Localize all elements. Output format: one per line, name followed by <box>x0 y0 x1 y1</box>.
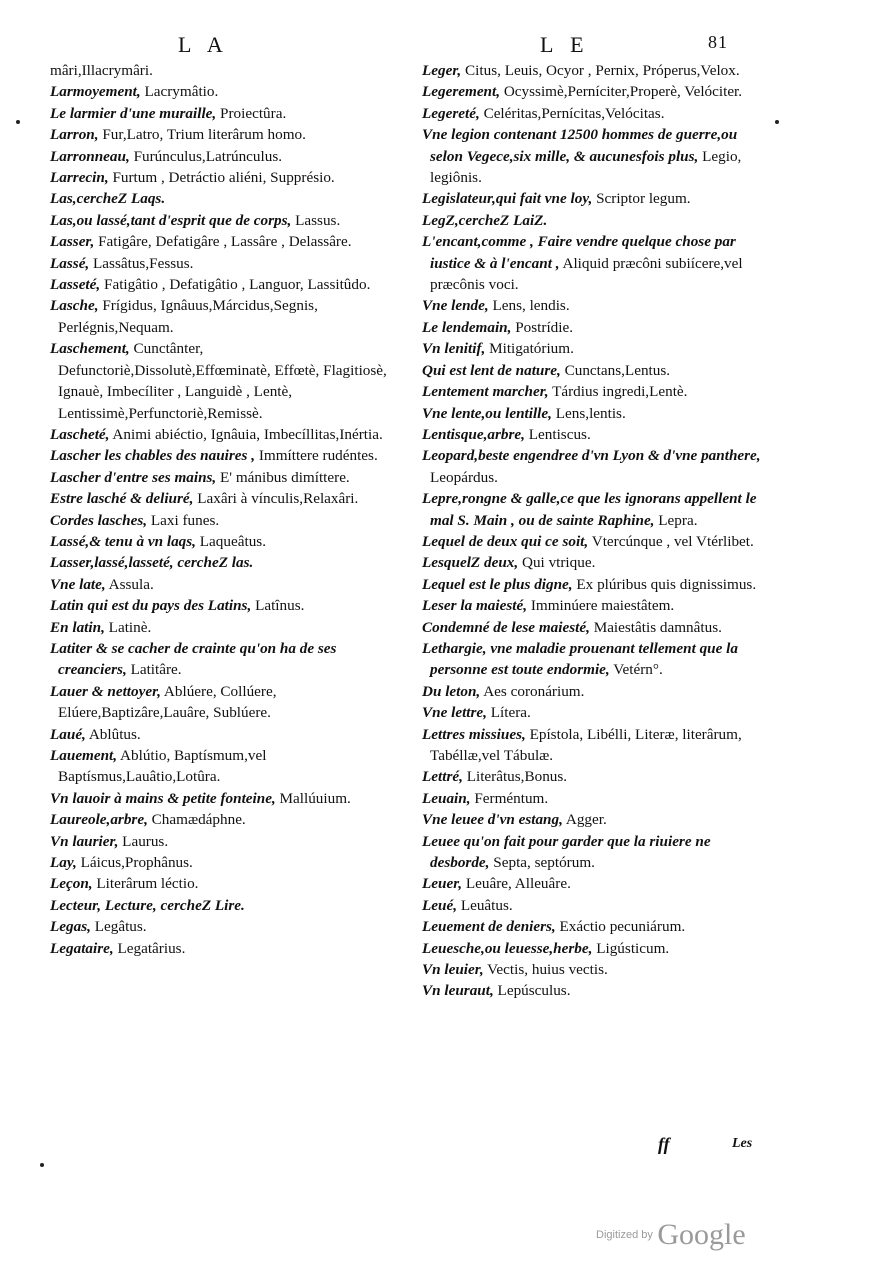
entry-definition: Lítera. <box>486 704 531 722</box>
entry-definition: Lentiscus. <box>524 425 591 443</box>
margin-mark <box>16 120 20 124</box>
entry-headword: Lay, <box>50 854 77 872</box>
entry-definition: Lassus. <box>291 211 341 229</box>
dictionary-entry <box>422 424 767 445</box>
dictionary-entry <box>422 788 767 809</box>
entry-definition: Vtercúnque , vel Vtérlibet. <box>588 532 754 550</box>
dictionary-entry <box>50 681 402 724</box>
dictionary-entry <box>422 552 767 573</box>
dictionary-entry <box>422 60 767 81</box>
entry-definition: Septa, septórum. <box>489 854 595 872</box>
dictionary-entry <box>422 638 767 681</box>
dictionary-entry <box>50 788 402 809</box>
dictionary-entry <box>50 831 402 852</box>
entry-headword: Latin qui est du pays des Latins, <box>50 597 252 615</box>
entry-headword: Vn lauoir à mains & petite fonteine, <box>50 789 276 807</box>
dictionary-entry <box>50 724 402 745</box>
dictionary-entry <box>50 253 402 274</box>
entry-definition: E' mánibus dimíttere. <box>216 468 350 486</box>
entry-definition: Furúnculus,Latrúnculus. <box>129 147 283 165</box>
dictionary-entry <box>422 574 767 595</box>
entry-headword: En latin, <box>50 618 105 636</box>
dictionary-entry <box>422 895 767 916</box>
left-column <box>50 60 402 959</box>
entry-definition: Latitâre. <box>126 661 182 679</box>
entry-definition: Qui vtrique. <box>518 554 596 572</box>
entry-definition: Imminúere maiestâtem. <box>527 597 675 615</box>
dictionary-entry <box>50 338 402 424</box>
entry-headword: Lasseté, <box>50 276 101 294</box>
entry-headword: Legerement, <box>422 83 501 101</box>
dictionary-entry <box>422 445 767 488</box>
dictionary-entry <box>50 574 402 595</box>
header-right-letters: L E <box>540 32 590 57</box>
entry-definition: Legâtus. <box>90 918 147 936</box>
entry-headword: Vne lente,ou lentille, <box>422 404 552 422</box>
dictionary-entry <box>422 873 767 894</box>
entry-definition: Aliquid præcôni subiícere,vel præcônis voci. <box>430 254 743 294</box>
dictionary-entry <box>50 595 402 616</box>
dictionary-entry <box>50 617 402 638</box>
page-number: 81 <box>708 32 728 52</box>
digitized-by-text: Digitized by <box>596 1229 653 1241</box>
entry-definition: Lepúsculus. <box>493 982 571 1000</box>
dictionary-entry <box>422 724 767 767</box>
entry-headword: Larron, <box>50 126 99 144</box>
dictionary-entry <box>422 617 767 638</box>
dictionary-entry <box>50 60 402 81</box>
entry-headword: Lentisque,arbre, <box>422 425 525 443</box>
entry-headword: Laué, <box>50 725 86 743</box>
entry-definition: Cunctans,Lentus. <box>560 361 671 379</box>
entry-headword: Lassé, <box>50 254 90 272</box>
dictionary-entry <box>50 188 402 209</box>
entry-headword: Lettres missiues, <box>422 725 526 743</box>
entry-headword: Lethargie, vne maladie prouenant tellement que la personne est toute endormie, <box>422 639 738 679</box>
entry-definition: Furtum , Detráctio aliéni, Supprésio. <box>108 169 335 187</box>
dictionary-entry <box>50 852 402 873</box>
entry-definition: Lens, lendis. <box>488 297 570 315</box>
entry-definition: Ablûtus. <box>85 725 141 743</box>
dictionary-entry <box>50 445 402 466</box>
entry-headword: L'encant,comme , Faire vendre quelque chose par iustice & à l'encant , <box>422 233 736 272</box>
header-left-letters: L A <box>178 32 229 57</box>
entry-definition: Proiectûra. <box>216 104 287 122</box>
google-logo-text: Google <box>657 1218 746 1251</box>
entry-definition: Laxâri à vínculis,Relaxâri. <box>193 490 359 508</box>
entry-definition: Citus, Leuis, Ocyor , Pernix, Próperus,Velox. <box>461 62 740 79</box>
entry-headword: Leger, <box>422 62 462 79</box>
dictionary-entry <box>422 980 767 1001</box>
dictionary-entry <box>422 103 767 124</box>
dictionary-entry <box>422 338 767 359</box>
entry-definition: Lassâtus,Fessus. <box>89 254 194 272</box>
dictionary-entry <box>50 424 402 445</box>
entry-headword: Leuer, <box>422 875 463 893</box>
entry-definition: Literârum léctio. <box>92 875 199 893</box>
entry-headword: Leuement de deniers, <box>422 918 556 936</box>
entry-headword: Latiter & se cacher de crainte qu'on ha de ses creanciers, <box>50 639 337 679</box>
entry-headword: Lauement, <box>50 747 118 764</box>
entry-headword: Estre lasché & deliuré, <box>50 490 194 508</box>
entry-definition: Leopárdus. <box>430 468 498 486</box>
entry-headword: Du leton, <box>422 682 481 700</box>
dictionary-entry <box>422 595 767 616</box>
dictionary-entry <box>50 873 402 894</box>
entry-headword: Lasche, <box>50 297 99 315</box>
entry-headword: Legereté, <box>422 104 480 122</box>
entry-headword: Lentement marcher, <box>422 383 549 401</box>
entry-definition: Láicus,Prophânus. <box>76 854 193 872</box>
entry-headword: Lequel est le plus digne, <box>422 575 573 593</box>
entry-definition: Animi abiéctio, Ignâuia, Imbecíllitas,Inértia. <box>109 425 383 443</box>
entry-definition: Epístola, Libélli, Literæ, literârum, Tabéllæ,vel Tábulæ. <box>430 725 742 764</box>
dictionary-entry <box>422 188 767 209</box>
dictionary-entry <box>50 745 402 788</box>
dictionary-entry <box>50 552 402 573</box>
entry-definition: Celéritas,Pernícitas,Velócitas. <box>479 104 665 122</box>
dictionary-entry <box>50 231 402 252</box>
dictionary-entry <box>50 167 402 188</box>
entry-headword: Laschement, <box>50 340 130 358</box>
entry-definition: Mallúuium. <box>275 789 351 807</box>
entry-definition: Tárdius ingredi,Lentè. <box>548 383 688 401</box>
entry-definition: Aes coronárium. <box>480 682 585 700</box>
dictionary-entry <box>50 638 402 681</box>
entry-definition: Laqueâtus. <box>195 532 266 550</box>
entry-headword: Vn laurier, <box>50 832 119 850</box>
entry-definition: Frígidus, Ignâuus,Márcidus,Segnis, Perlégnis,Nequam. <box>58 297 318 336</box>
dictionary-entry <box>422 938 767 959</box>
entry-headword: Leser la maiesté, <box>422 597 528 615</box>
dictionary-entry <box>422 210 767 231</box>
dictionary-entry <box>422 360 767 381</box>
entry-headword: Larrecin, <box>50 169 109 187</box>
dictionary-entry <box>50 124 402 145</box>
entry-headword: Lettré, <box>422 768 463 786</box>
entry-definition: Immíttere rudéntes. <box>255 447 378 465</box>
entry-headword: Vn leuier, <box>422 961 484 979</box>
entry-definition: Literâtus,Bonus. <box>462 768 568 786</box>
dictionary-entry <box>422 916 767 937</box>
right-column <box>422 60 767 1002</box>
dictionary-entry <box>422 766 767 787</box>
entry-definition: Lacrymâtio. <box>140 83 219 101</box>
entry-definition: Latinè. <box>104 618 152 636</box>
entry-headword: Cordes lasches, <box>50 511 148 529</box>
entry-definition: Chamædáphne. <box>147 811 246 829</box>
entry-definition: Mitigatórium. <box>485 340 574 358</box>
dictionary-entry <box>50 81 402 102</box>
entry-definition: Agger. <box>562 811 607 829</box>
entry-definition: Ablúere, Collúere, Elúere,Baptizâre,Lauâre, Sublúere. <box>58 682 277 722</box>
entry-headword: Leuain, <box>422 789 471 807</box>
entry-definition: Fatigâre, Defatigâre , Lassâre , Delassâre. <box>94 233 352 251</box>
dictionary-entry <box>50 146 402 167</box>
dictionary-entry <box>422 831 767 874</box>
entry-headword: Leopard,beste engendree d'vn Lyon & d'vne panthere, <box>422 447 761 465</box>
margin-mark <box>40 1163 44 1167</box>
entry-headword: Laureole,arbre, <box>50 811 148 829</box>
entry-definition: Vetérn°. <box>609 661 663 679</box>
entry-definition: Ferméntum. <box>470 789 549 807</box>
entry-definition: Lens,lentis. <box>551 404 626 422</box>
entry-headword: Lauer & nettoyer, <box>50 682 161 700</box>
entry-definition: Fur,Latro, Trium literârum homo. <box>98 126 306 144</box>
entry-definition: Ocyssimè,Perníciter,Properè, Velóciter. <box>500 83 743 101</box>
dictionary-entry <box>50 488 402 509</box>
entry-headword: Lascher les chables des nauires , <box>50 447 256 465</box>
entry-headword: Vne late, <box>50 575 106 593</box>
entry-definition: Fatigâtio , Defatigâtio , Languor, Lassitûdo. <box>100 276 371 294</box>
dictionary-entry <box>50 274 402 295</box>
dictionary-entry <box>422 702 767 723</box>
entry-headword: Larmoyement, <box>50 83 141 101</box>
entry-definition: Scriptor legum. <box>592 190 691 208</box>
entry-headword: Vne lettre, <box>422 704 487 722</box>
entry-definition: Leuâre, Alleuâre. <box>462 875 571 893</box>
entry-headword: Larronneau, <box>50 147 130 165</box>
dictionary-entry <box>50 938 402 959</box>
digitized-watermark <box>596 1218 746 1252</box>
dictionary-entry <box>50 895 402 916</box>
entry-definition: Legio, legiônis. <box>430 147 742 187</box>
entry-definition: Ligústicum. <box>592 939 670 957</box>
entry-headword: Lasser,lassé,lasseté, cercheZ las. <box>50 554 254 572</box>
entry-headword: Leuee qu'on fait pour garder que la riuiere ne desborde, <box>422 832 711 872</box>
entry-definition: mâri,Illacrymâri. <box>50 62 153 79</box>
dictionary-entry <box>422 317 767 338</box>
entry-headword: Lecteur, Lecture, cercheZ Lire. <box>50 896 245 914</box>
dictionary-entry <box>422 295 767 316</box>
dictionary-entry <box>422 531 767 552</box>
entry-headword: Leuesche,ou leuesse,herbe, <box>422 939 593 957</box>
entry-headword: LesquelZ deux, <box>422 554 519 572</box>
entry-definition: Laxi funes. <box>147 511 220 529</box>
entry-definition: Ablútio, Baptísmum,vel Baptísmus,Lauâtio,Lotûra. <box>58 747 267 786</box>
catchword: Les <box>732 1136 753 1151</box>
dictionary-entry <box>422 381 767 402</box>
entry-definition: Cunctânter, Defunctoriè,Dissolutè,Effœminatè, Effœtè, Flagitiosè, Ignauè, Imbecíliter , Languidè , Lentè, Lentissimè,Perfunctoriè,Remissè. <box>58 340 387 422</box>
entry-definition: Ex plúribus quis dignissimus. <box>572 575 757 593</box>
entry-headword: Legas, <box>50 918 91 936</box>
entry-headword: Vne lende, <box>422 297 489 315</box>
dictionary-entry <box>422 403 767 424</box>
entry-headword: Las,cercheZ Laqs. <box>50 190 166 208</box>
dictionary-entry <box>50 916 402 937</box>
entry-headword: Vne legion contenant 12500 hommes de guerre,ou selon Vegece,six mille, & aucunesfois plus, <box>422 126 738 165</box>
entry-definition: Assula. <box>105 575 154 593</box>
entry-definition: Legatârius. <box>113 939 186 957</box>
dictionary-entry <box>50 809 402 830</box>
dictionary-entry <box>422 959 767 980</box>
dictionary-entry <box>50 295 402 338</box>
entry-definition: Leuâtus. <box>457 896 513 914</box>
running-header <box>0 32 889 62</box>
entry-headword: Legislateur,qui fait vne loy, <box>422 190 593 208</box>
entry-headword: Lascher d'entre ses mains, <box>50 468 217 486</box>
entry-headword: Vne leuee d'vn estang, <box>422 811 563 829</box>
signature-mark: ff <box>658 1134 670 1154</box>
entry-headword: Vn leuraut, <box>422 982 494 1000</box>
entry-headword: Lassé,& tenu à vn laqs, <box>50 532 196 550</box>
entry-headword: Le lendemain, <box>422 318 512 336</box>
dictionary-entry <box>422 488 767 531</box>
entry-definition: Exáctio pecuniárum. <box>555 918 686 936</box>
entry-definition: Vectis, huius vectis. <box>483 961 608 979</box>
entry-headword: Lequel de deux qui ce soit, <box>422 532 589 550</box>
entry-definition: Latînus. <box>251 597 305 615</box>
entry-headword: Lepre,rongne & galle,ce que les ignorans appellent le mal S. Main , ou de sainte Raphine, <box>422 490 757 529</box>
entry-headword: Qui est lent de nature, <box>422 361 561 379</box>
entry-definition: Maiestâtis damnâtus. <box>589 618 722 636</box>
entry-headword: LegZ,cercheZ LaiZ. <box>422 211 548 229</box>
dictionary-entry <box>50 210 402 231</box>
entry-headword: Condemné de lese maiesté, <box>422 618 590 636</box>
entry-headword: Leçon, <box>50 875 93 893</box>
entry-headword: Lascheté, <box>50 425 110 443</box>
entry-headword: Legataire, <box>50 939 114 957</box>
dictionary-entry <box>422 81 767 102</box>
entry-headword: Lasser, <box>50 233 95 251</box>
entry-headword: Las,ou lassé,tant d'esprit que de corps, <box>50 211 292 229</box>
dictionary-entry <box>422 681 767 702</box>
dictionary-entry <box>50 467 402 488</box>
dictionary-entry <box>50 510 402 531</box>
dictionary-entry <box>422 809 767 830</box>
dictionary-entry <box>422 124 767 188</box>
dictionary-entry <box>50 531 402 552</box>
entry-definition: Lepra. <box>654 511 698 529</box>
entry-definition: Laurus. <box>118 832 169 850</box>
dictionary-entry <box>422 231 767 295</box>
entry-headword: Vn lenitif, <box>422 340 486 358</box>
entry-headword: Leué, <box>422 896 458 914</box>
entry-definition: Postrídie. <box>511 318 574 336</box>
dictionary-entry <box>50 103 402 124</box>
margin-mark <box>775 120 779 124</box>
entry-headword: Le larmier d'une muraille, <box>50 104 217 122</box>
